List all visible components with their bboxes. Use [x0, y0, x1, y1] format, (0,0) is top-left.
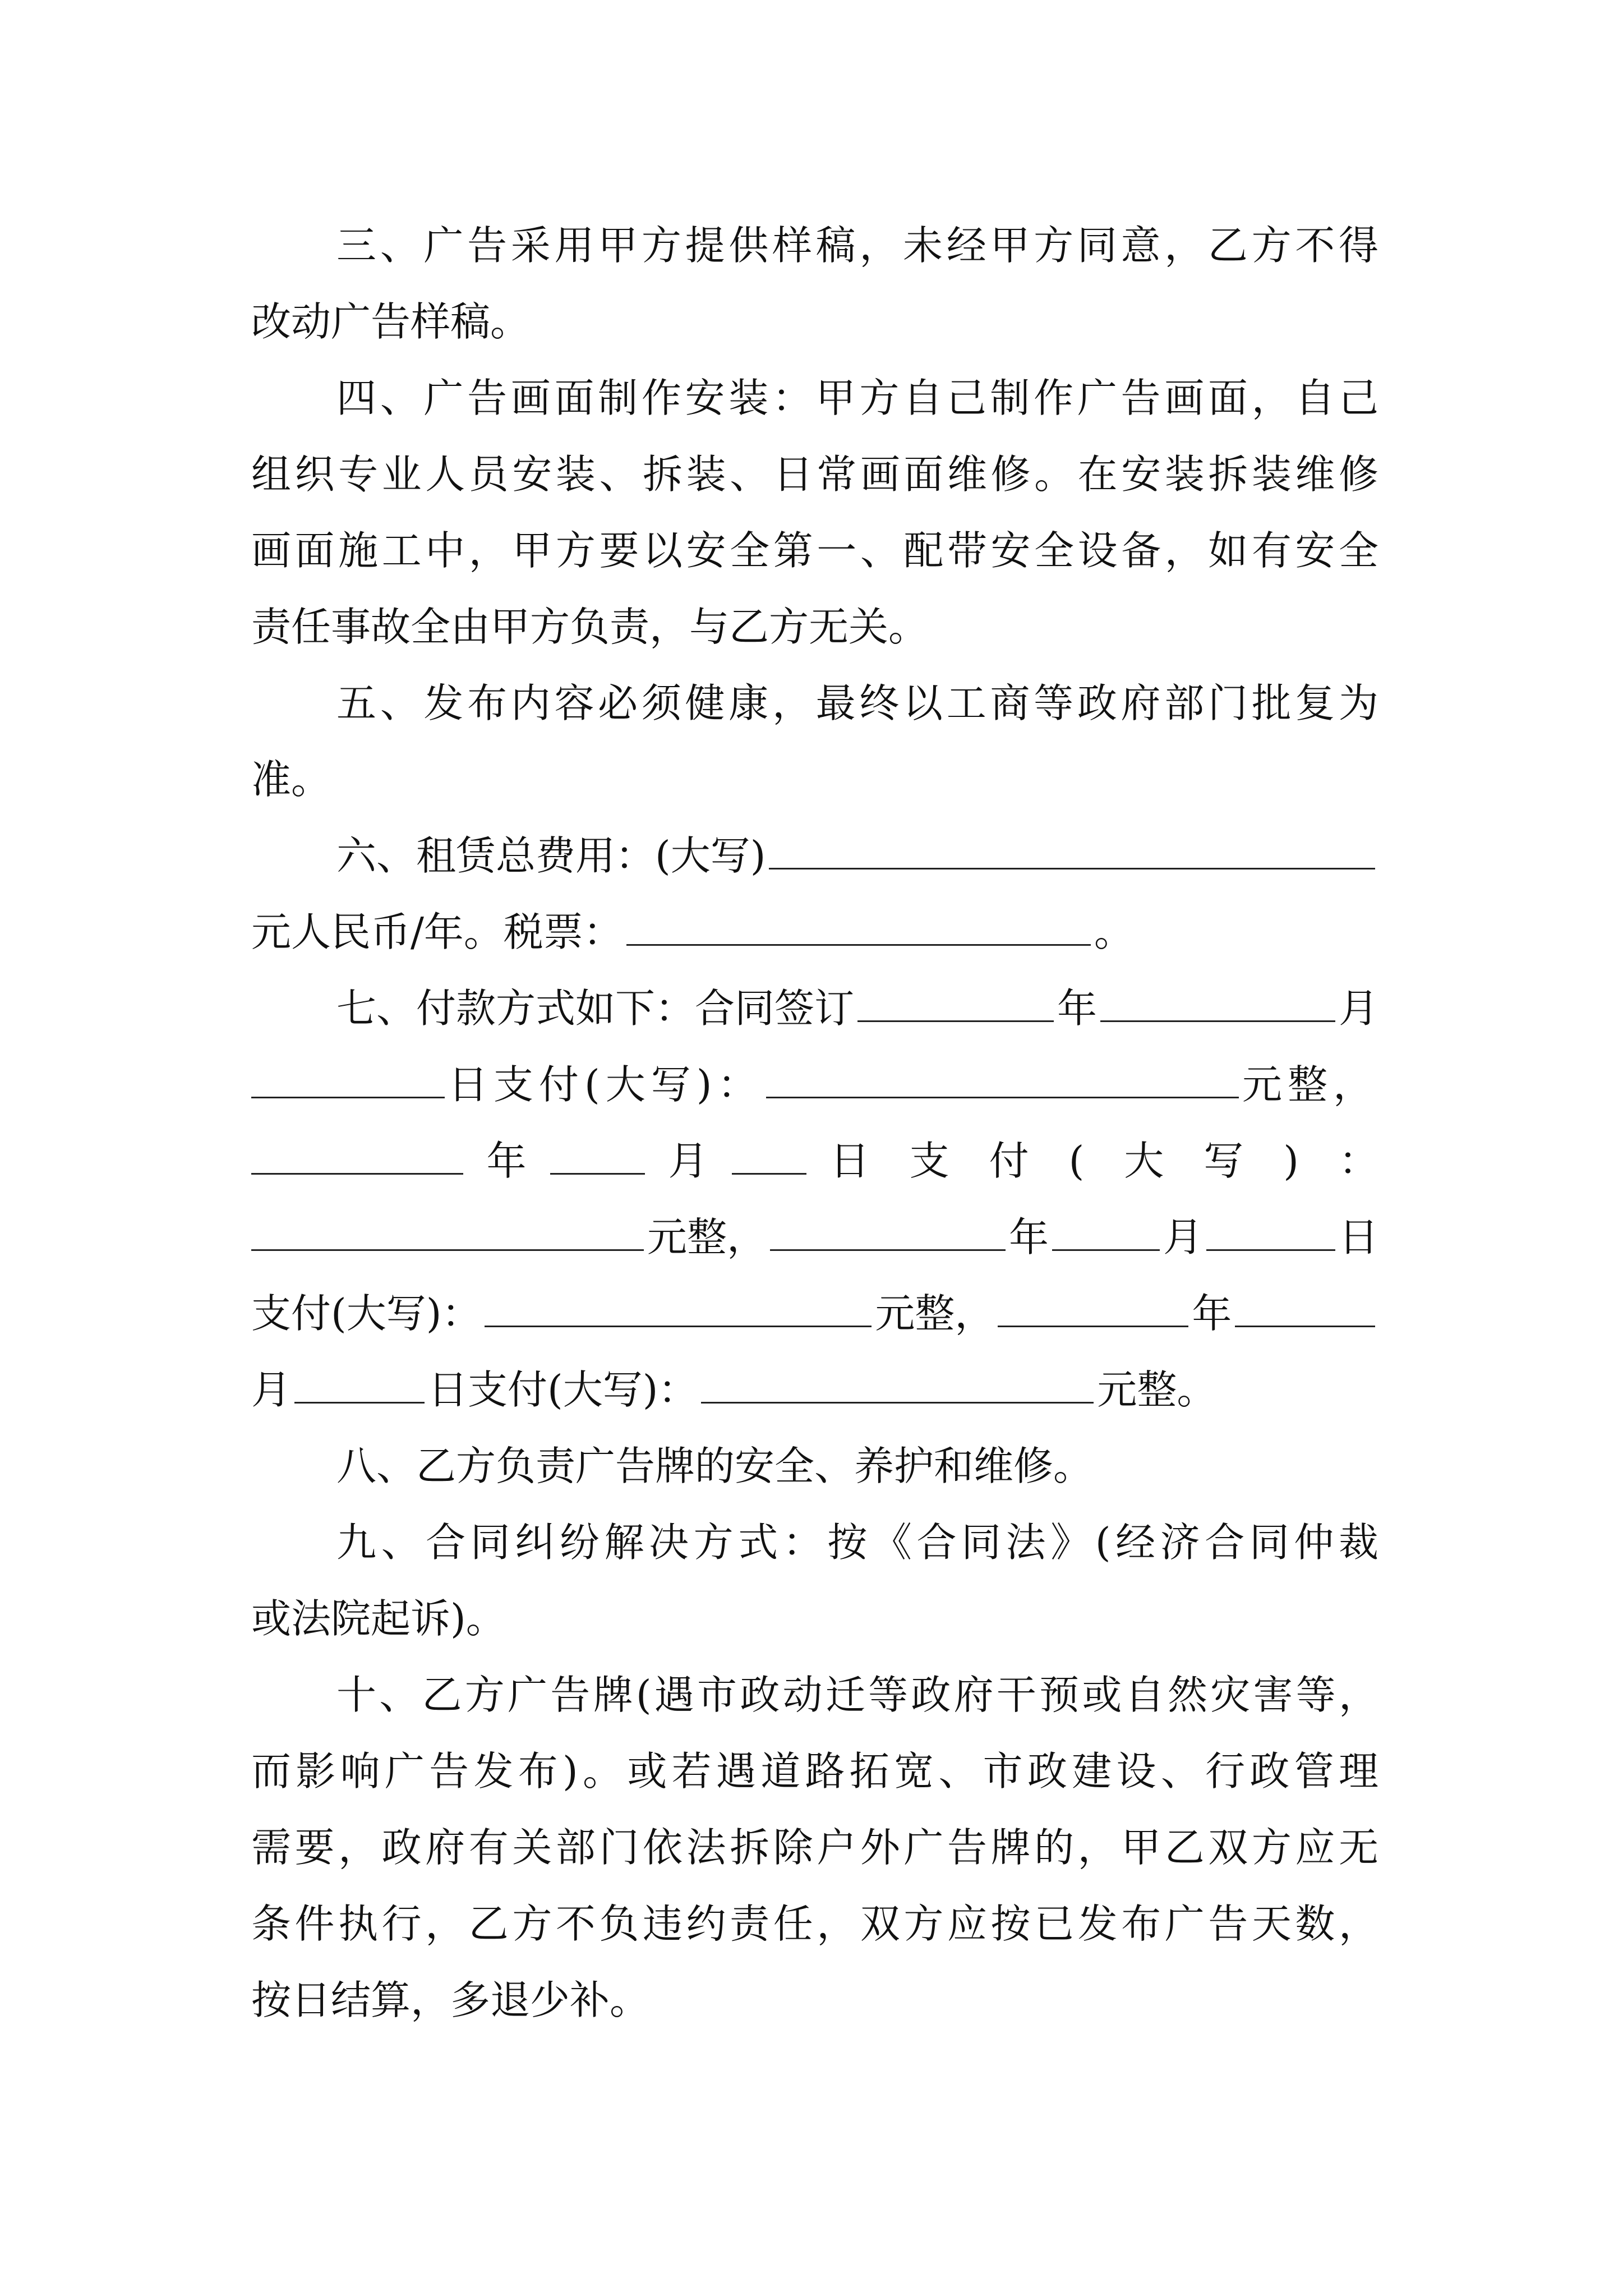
clause-8-line-1: 八、乙方负责广告牌的安全、养护和维修。 — [336, 1443, 1094, 1489]
clause-3-line-2: 改动广告样稿。 — [251, 298, 531, 345]
clause-6-line-1 — [251, 818, 1378, 894]
pay3-month-blank — [1052, 1213, 1160, 1251]
pay2-amount-blank — [251, 1213, 644, 1251]
pay2-day-blank — [732, 1137, 806, 1175]
pay1-label: 日支付(大写)： — [448, 1061, 763, 1108]
pay3-year-label: 年 — [1009, 1214, 1049, 1260]
clause-4-line-4: 责任事故全由甲方负责，与乙方无关。 — [251, 604, 929, 650]
clause-7-line-3 — [251, 1123, 1378, 1199]
clause-4-line-1: 四、广告画面制作安装：甲方自己制作广告画面，自己 — [336, 375, 1378, 421]
pay1-unit: 元整， — [1242, 1061, 1378, 1108]
clause-4-line-2: 组织专业人员安装、拆装、日常画面维修。在安装拆装维修 — [251, 451, 1378, 498]
year-label: 年 — [1057, 985, 1098, 1032]
clause-7-line-2 — [251, 1047, 1378, 1123]
clause-4-line-3: 画面施工中，甲方要以安全第一、配带安全设备，如有安全 — [251, 527, 1378, 574]
clause-10-line-2: 而影响广告发布)。或若遇道路拓宽、市政建设、行政管理 — [251, 1748, 1378, 1795]
tax-invoice-blank — [626, 908, 1091, 946]
clause-9-line-2: 或法院起诉)。 — [251, 1595, 506, 1642]
clause-10-line-1: 十、乙方广告牌(遇市政动迁等政府干预或自然灾害等， — [336, 1672, 1378, 1718]
period-mark: 。 — [1094, 909, 1134, 955]
pay4-month-label: 月 — [251, 1366, 292, 1413]
pay4-month-blank — [1235, 1290, 1375, 1327]
clause-7-line-6 — [251, 1352, 1378, 1428]
rent-total-label: 六、租赁总费用：(大写) — [336, 832, 766, 879]
pay2-year-label: 年 — [486, 1138, 527, 1184]
pay4-label: 日支付(大写)： — [428, 1366, 698, 1413]
clause-6-line-2 — [251, 894, 1378, 970]
pay4-amount-blank — [701, 1366, 1094, 1404]
pay3-unit: 元整， — [875, 1290, 995, 1337]
month-label: 月 — [1338, 985, 1378, 1032]
pay2-month-blank — [550, 1137, 645, 1175]
contract-body — [251, 208, 1378, 2039]
pay3-day-blank — [1206, 1213, 1335, 1251]
pay2-label: 日 支 付 ( 大 写 ) ： — [829, 1138, 1378, 1184]
pay4-unit: 元整。 — [1097, 1366, 1217, 1413]
pay3-year-blank — [770, 1213, 1006, 1251]
pay3-day-label: 日 — [1338, 1214, 1378, 1260]
rent-total-blank — [769, 832, 1375, 869]
clause-7-line-5 — [251, 1276, 1378, 1352]
pay3-month-label: 月 — [1163, 1214, 1204, 1260]
clause-5-line-1: 五、发布内容必须健康，最终以工商等政府部门批复为 — [336, 680, 1378, 726]
clause-10-line-5: 按日结算，多退少补。 — [251, 1977, 650, 2023]
pay4-year-label: 年 — [1192, 1290, 1232, 1337]
clause-10-line-4: 条件执行，乙方不负违约责任，双方应按已发布广告天数， — [251, 1901, 1378, 1947]
clause-10-line-3: 需要，政府有关部门依法拆除户外广告牌的，甲乙双方应无 — [251, 1824, 1378, 1871]
pay4-year-blank — [998, 1290, 1188, 1327]
clause-7-line-4 — [251, 1199, 1378, 1276]
payment-method-label: 七、付款方式如下：合同签订 — [336, 985, 855, 1032]
clause-3-line-1: 三、广告采用甲方提供样稿，未经甲方同意，乙方不得 — [336, 222, 1378, 269]
pay2-unit: 元整， — [647, 1214, 767, 1260]
pay3-label: 支付(大写)： — [251, 1290, 482, 1337]
pay1-amount-blank — [766, 1061, 1239, 1098]
rent-unit-tax-label: 元人民币/年。税票： — [251, 909, 623, 955]
pay2-month-label: 月 — [668, 1138, 708, 1184]
sign-month-blank — [1100, 984, 1335, 1022]
sign-year-blank — [857, 984, 1054, 1022]
pay3-amount-blank — [485, 1290, 872, 1327]
clause-5-line-2: 准。 — [251, 756, 331, 803]
pay4-day-blank — [294, 1366, 425, 1404]
pay1-day-blank — [251, 1061, 445, 1098]
clause-7-line-1 — [251, 970, 1378, 1047]
pay2-year-blank — [251, 1137, 463, 1175]
clause-9-line-1: 九、合同纠纷解决方式：按《合同法》(经济合同仲裁 — [336, 1519, 1378, 1566]
